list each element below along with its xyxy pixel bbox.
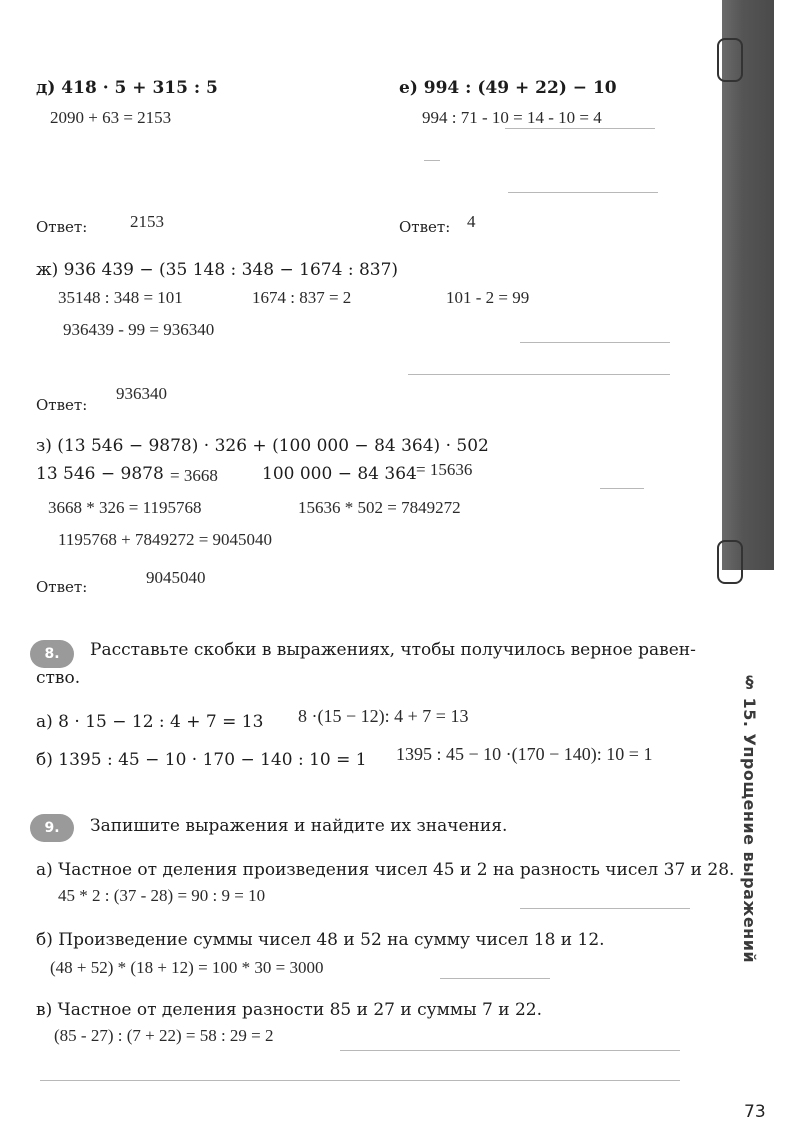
task-z-answer: 9045040: [146, 568, 206, 587]
task-e-solution-line: 994 : 71 - 10 = 14 - 10 = 4: [422, 108, 602, 127]
task-zh-step-4: 936439 - 99 = 936340: [63, 320, 215, 339]
task-d-answer: 2153: [130, 212, 164, 231]
task-9a-text: а) Частное от деления произведения чисел 45 и 2 на разность чисел 37 и 28.: [36, 860, 735, 880]
task-9c-answer: (85 - 27) : (7 + 22) = 58 : 29 = 2: [54, 1026, 274, 1045]
ruled-line: [520, 908, 690, 909]
task-e-expression: е) 994 : (49 + 22) − 10: [399, 78, 617, 98]
bookmark-tab-top: [717, 38, 743, 82]
task-e-answer-label: Ответ:: [399, 218, 451, 236]
ruled-line: [40, 1080, 680, 1081]
page-number: 73: [744, 1102, 766, 1122]
task-8b-answer: 1395 : 45 − 10 ·(170 − 140): 10 = 1: [396, 744, 653, 764]
task-z-sub-2-printed: 100 000 − 84 364: [262, 464, 417, 484]
task-9b-text: б) Произведение суммы чисел 48 и 52 на сумму чисел 18 и 12.: [36, 930, 605, 950]
side-margin-band: [722, 0, 774, 570]
task-z-step-3: 1195768 + 7849272 = 9045040: [58, 530, 273, 549]
task-8-badge: 8.: [30, 640, 74, 668]
task-8a-expression: а) 8 · 15 − 12 : 4 + 7 = 13: [36, 712, 264, 732]
task-z-step-2: 15636 * 502 = 7849272: [298, 498, 461, 517]
ruled-line: [408, 374, 670, 375]
task-9a-answer: 45 * 2 : (37 - 28) = 90 : 9 = 10: [58, 886, 266, 905]
ruled-line: [505, 128, 655, 129]
task-zh-answer: 936340: [116, 384, 167, 403]
task-8-text-line-1: Расставьте скобки в выражениях, чтобы получилось верное равен-: [90, 640, 696, 660]
task-zh-expression: ж) 936 439 − (35 148 : 348 − 1674 : 837): [36, 260, 399, 280]
task-z-answer-label: Ответ:: [36, 578, 88, 596]
task-d-solution-line: 2090 + 63 = 2153: [50, 108, 172, 127]
task-z-sub-2-value: = 15636: [416, 460, 473, 479]
task-9-badge: 9.: [30, 814, 74, 842]
task-zh-step-3: 101 - 2 = 99: [446, 288, 530, 307]
ruled-line: [424, 160, 440, 161]
task-zh-answer-label: Ответ:: [36, 396, 88, 414]
task-9b-answer: (48 + 52) * (18 + 12) = 100 * 30 = 3000: [50, 958, 324, 977]
task-zh-step-2: 1674 : 837 = 2: [252, 288, 352, 307]
bookmark-tab-bottom: [717, 540, 743, 584]
ruled-line: [600, 488, 644, 489]
task-zh-step-1: 35148 : 348 = 101: [58, 288, 183, 307]
task-8a-answer: 8 ·(15 − 12): 4 + 7 = 13: [298, 706, 469, 726]
task-z-expression: з) (13 546 − 9878) · 326 + (100 000 − 84 364) · 502: [36, 436, 489, 456]
task-z-step-1: 3668 * 326 = 1195768: [48, 498, 202, 517]
task-e-answer: 4: [467, 212, 476, 231]
task-9c-text: в) Частное от деления разности 85 и 27 и суммы 7 и 22.: [36, 1000, 543, 1020]
task-8-text-line-2: ство.: [36, 668, 81, 688]
ruled-line: [440, 978, 550, 979]
task-z-sub-1-value: = 3668: [170, 466, 218, 485]
ruled-line: [508, 192, 658, 193]
ruled-line: [520, 342, 670, 343]
task-8b-expression: б) 1395 : 45 − 10 · 170 − 140 : 10 = 1: [36, 750, 367, 770]
ruled-line: [340, 1050, 680, 1051]
task-z-sub-1-printed: 13 546 − 9878: [36, 464, 164, 484]
task-d-answer-label: Ответ:: [36, 218, 88, 236]
section-title: § 15. Упрощение выражений: [740, 672, 759, 964]
task-d-expression: д) 418 · 5 + 315 : 5: [36, 78, 218, 98]
task-9-text: Запишите выражения и найдите их значения.: [90, 816, 508, 836]
